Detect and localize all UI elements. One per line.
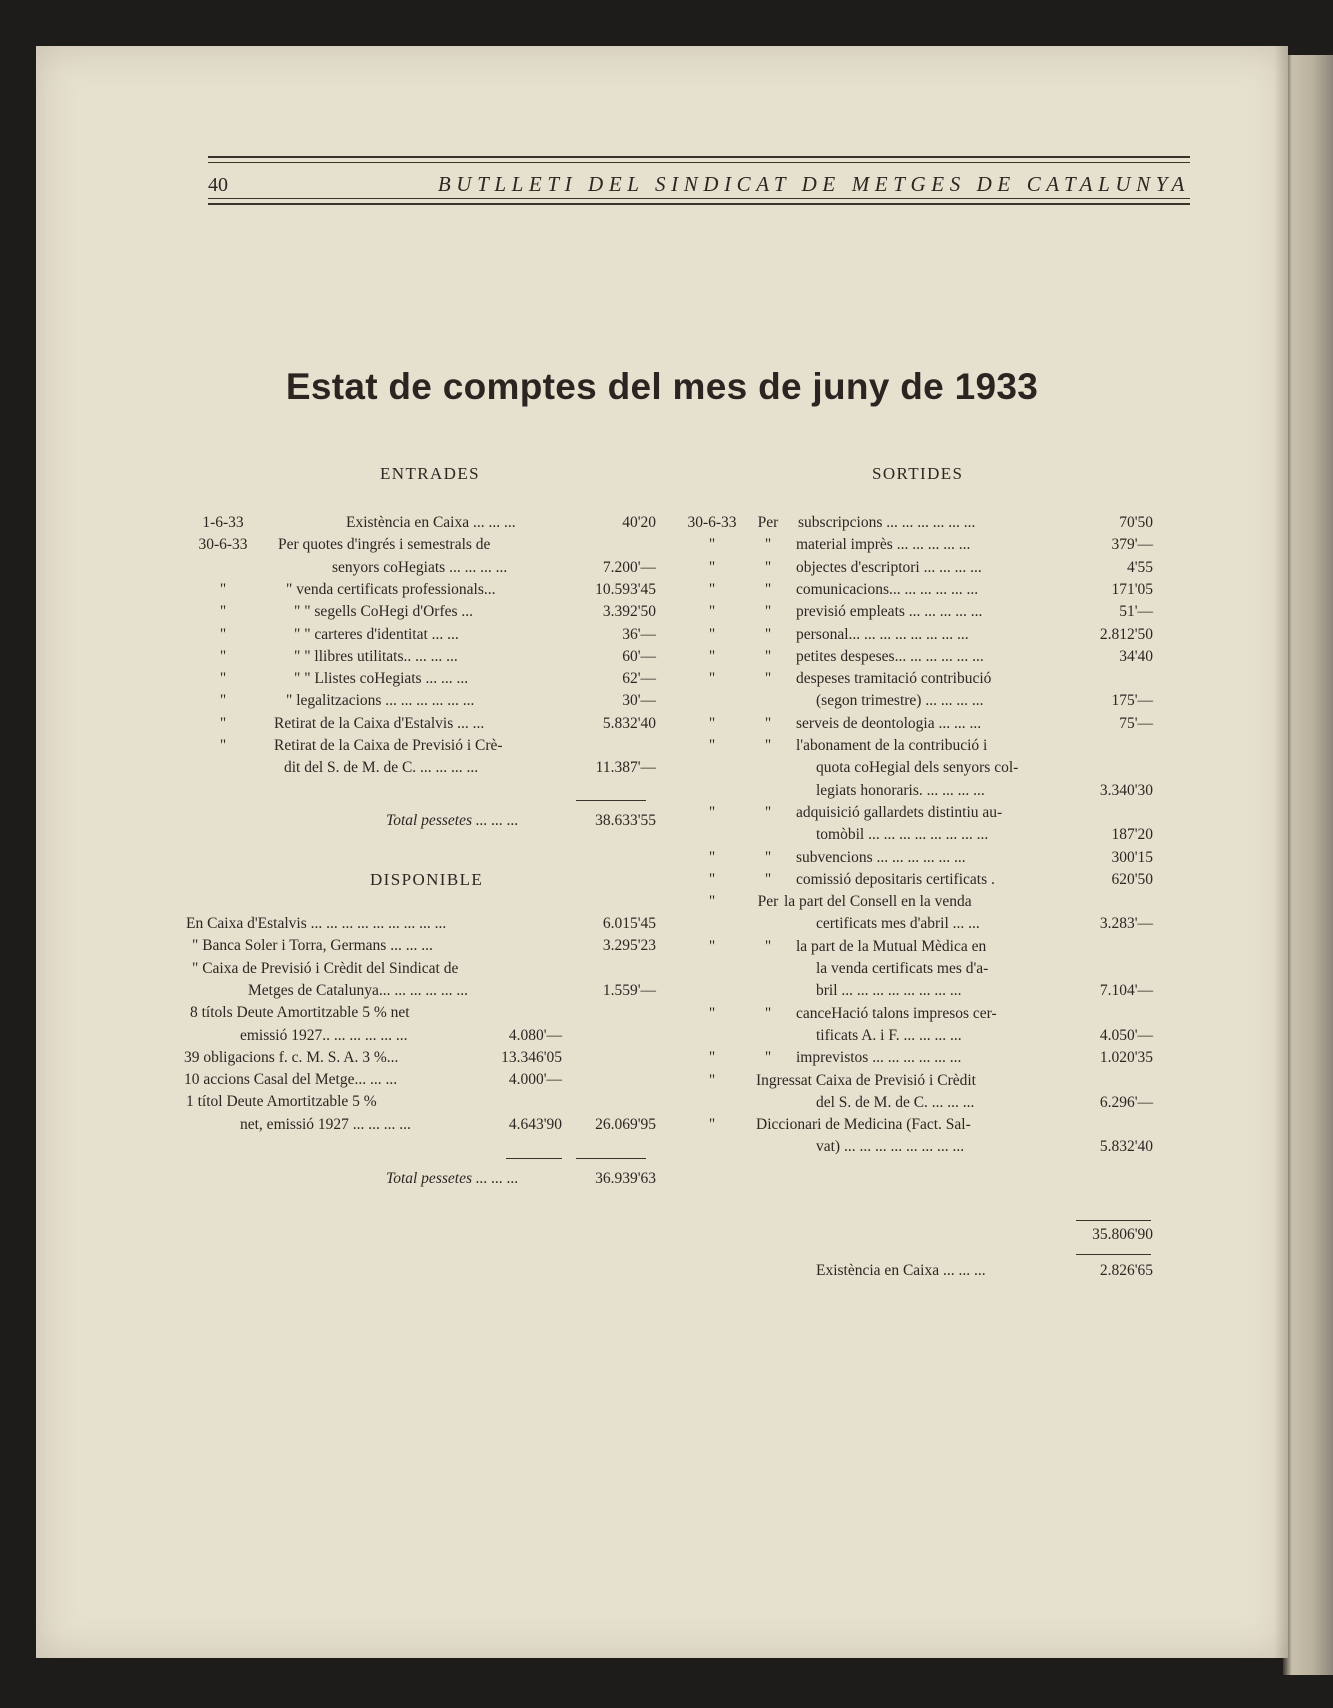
existencia-row: [36, 1260, 1153, 1282]
sortida-amount: 6.296'—: [1099, 1093, 1153, 1111]
sortida-row: [36, 646, 1236, 668]
sortida-row: [36, 913, 1236, 935]
sortida-concept: serveis de deontologia ... ... ...: [796, 714, 982, 732]
sortida-date: ": [708, 714, 716, 732]
entrada-date: 30-6-33: [198, 536, 248, 554]
disponible-total-row: [36, 1168, 656, 1190]
entrada-concept: Retirat de la Caixa d'Estalvis ... ...: [274, 714, 485, 732]
sortida-row: [36, 757, 1236, 779]
sortida-row: [36, 936, 1236, 958]
entrada-concept: " " Llistes coHegiats ... ... ...: [294, 670, 469, 688]
sortida-per: ": [764, 803, 772, 821]
page-title: Estat de comptes del mes de juny de 1933: [285, 366, 1039, 407]
sortida-concept: (segon trimestre) ... ... ... ...: [816, 692, 984, 710]
sortida-date: ": [708, 670, 716, 688]
entrada-concept: Retirat de la Caixa de Previsió i Crè-: [274, 737, 503, 754]
entrada-concept: " venda certificats professionals...: [286, 580, 496, 598]
sortida-amount: 4'55: [1126, 558, 1153, 576]
sortida-amount: 3.283'—: [1099, 915, 1153, 933]
entrada-date: ": [219, 603, 227, 621]
sortida-row: [36, 1114, 1236, 1136]
sortida-amount: 2.812'50: [1099, 625, 1153, 643]
sortida-concept: petites despeses... ... ... ... ... ...: [796, 647, 984, 665]
sortida-row: [36, 891, 1236, 913]
sortida-date: ": [708, 647, 716, 665]
disponible-amount: 3.295'23: [602, 937, 656, 955]
sortida-concept: comissió depositaris certificats .: [796, 870, 995, 888]
sortida-concept: subvencions ... ... ... ... ... ...: [796, 848, 966, 866]
sortida-date: ": [708, 1004, 716, 1022]
sortida-row: [36, 869, 1236, 891]
disponible-amount: 1.559'—: [602, 981, 656, 999]
sortida-date: ": [708, 536, 716, 554]
disponible-subamount: 4.643'90: [508, 1115, 562, 1133]
entrada-amount: 7.200'—: [602, 558, 656, 576]
sortida-date: 30-6-33: [687, 514, 737, 531]
header-rule: [208, 162, 1190, 163]
disponible-text: 10 accions Casal del Metge... ... ...: [184, 1071, 398, 1089]
document-page: [36, 46, 1288, 1658]
entrada-date: ": [219, 737, 227, 754]
sortida-concept: imprevistos ... ... ... ... ... ...: [796, 1049, 962, 1067]
sortida-concept: del S. de M. de C. ... ... ...: [816, 1093, 975, 1111]
disponible-text: 39 obligacions f. c. M. S. A. 3 %...: [184, 1048, 399, 1066]
entrada-amount: 62'—: [622, 670, 656, 688]
sortida-row: [36, 1092, 1236, 1114]
entrada-date: 1-6-33: [202, 514, 244, 531]
entrada-amount: 3.392'50: [602, 603, 656, 621]
entrada-concept: dit del S. de M. de C. ... ... ... ...: [284, 759, 479, 777]
sortida-amount: 4.050'—: [1099, 1026, 1153, 1044]
sortida-concept: quota coHegial dels senyors col-: [816, 759, 1019, 777]
sortida-row: [36, 1070, 1236, 1092]
sortida-amount: 171'05: [1111, 580, 1153, 598]
sortida-amount: 5.832'40: [1099, 1138, 1153, 1156]
sortida-row: [36, 579, 1236, 601]
sortida-per: ": [764, 1004, 772, 1022]
sortida-concept: personal... ... ... ... ... ... ... ...: [796, 625, 969, 643]
sortides-sum-rule: [1076, 1220, 1151, 1221]
sortida-date: ": [708, 737, 716, 754]
sortida-row: [36, 557, 1236, 579]
sortida-date: ": [708, 870, 716, 888]
sortida-concept: vat) ... ... ... ... ... ... ... ...: [816, 1138, 965, 1156]
sortida-amount: 187'20: [1111, 826, 1153, 844]
scan-background-strip: [1283, 55, 1333, 1675]
entrada-concept: " legalitzacions ... ... ... ... ... ...: [286, 692, 475, 710]
running-head: BUTLLETI DEL SINDICAT DE METGES DE CATALUNYA: [437, 172, 1190, 196]
sortida-row: [36, 847, 1236, 869]
disponible-subamount: 13.346'05: [501, 1048, 562, 1066]
disponible-amount: 26.069'95: [595, 1115, 656, 1133]
entrades-total: 38.633'55: [595, 812, 656, 829]
entrada-concept: Existència en Caixa ... ... ...: [346, 514, 516, 531]
sortida-concept: previsió empleats ... ... ... ... ...: [796, 603, 983, 621]
sortida-per: ": [764, 870, 772, 888]
sortida-per: ": [764, 603, 772, 621]
sortida-amount: 1.020'35: [1099, 1049, 1153, 1067]
disponible-total-label: Total pessetes ... ... ...: [386, 1170, 519, 1187]
entrada-concept: " " carteres d'identitat ... ...: [294, 625, 459, 643]
sortida-concept: legiats honoraris. ... ... ... ...: [816, 781, 985, 799]
entrada-amount: 10.593'45: [595, 580, 656, 598]
sortida-concept: Ingressat Caixa de Previsió i Crèdit: [756, 1071, 976, 1089]
sortida-concept: la part del Consell en la venda: [784, 893, 972, 911]
sortida-amount: 620'50: [1111, 870, 1153, 888]
sortida-per: ": [764, 647, 772, 665]
sortides-heading: SORTIDES: [872, 464, 964, 483]
sortida-per: ": [764, 670, 772, 688]
sortida-row: [36, 824, 1236, 846]
sortida-concept: objectes d'escriptori ... ... ... ...: [796, 558, 982, 576]
disponible-text: " Banca Soler i Torra, Germans ... ... ...: [192, 937, 433, 955]
sortida-amount: 3.340'30: [1099, 781, 1153, 799]
entrada-amount: 5.832'40: [602, 714, 656, 732]
sortida-row: [36, 601, 1236, 623]
sortida-concept: tomòbil ... ... ... ... ... ... ... ...: [816, 826, 989, 844]
sortida-date: ": [708, 893, 716, 911]
sortida-amount: 379'—: [1111, 536, 1153, 554]
sortida-row: [36, 1136, 1236, 1158]
sortida-row: [36, 980, 1236, 1002]
disponible-subamount: 4.000'—: [508, 1071, 562, 1089]
entrada-concept: senyors coHegiats ... ... ... ...: [332, 558, 508, 576]
entrada-amount: 11.387'—: [595, 759, 656, 777]
sortida-row: [36, 958, 1236, 980]
sortida-amount: 70'50: [1119, 514, 1153, 531]
sortida-concept: material imprès ... ... ... ... ...: [796, 536, 971, 554]
sortida-concept: bril ... ... ... ... ... ... ... ...: [816, 982, 962, 1000]
sortida-per: ": [764, 848, 772, 866]
sortida-date: ": [708, 1116, 716, 1134]
entrades-total-label: Total pessetes ... ... ...: [386, 812, 519, 829]
sortida-concept: comunicacions... ... ... ... ... ...: [796, 580, 979, 598]
sortida-amount: 51'—: [1119, 603, 1153, 621]
disponible-text: 8 títols Deute Amortitzable 5 % net: [190, 1004, 410, 1022]
entrada-date: ": [219, 692, 227, 710]
sortida-concept: certificats mes d'abril ... ...: [816, 915, 980, 933]
disponible-text: net, emissió 1927 ... ... ... ...: [240, 1115, 411, 1133]
sortida-concept: adquisició gallardets distintiu au-: [796, 803, 1003, 821]
disponible-amount: 6.015'45: [602, 915, 656, 932]
sortida-row: [36, 1025, 1236, 1047]
sortida-date: ": [708, 558, 716, 576]
sortida-amount: 300'15: [1111, 848, 1153, 866]
sortida-concept: la venda certificats mes d'a-: [816, 960, 989, 977]
sortida-date: ": [708, 603, 716, 621]
sortida-row: [36, 690, 1236, 712]
sortides-total: 35.806'90: [1092, 1226, 1153, 1243]
disponible-text: emissió 1927.. ... ... ... ... ...: [240, 1026, 408, 1044]
sortida-row: [36, 1047, 1236, 1069]
sortida-date: ": [708, 848, 716, 866]
sortida-concept: Diccionari de Medicina (Fact. Sal-: [756, 1116, 971, 1134]
sortida-row: [36, 713, 1236, 735]
sortida-amount: 75'—: [1119, 714, 1153, 732]
sortida-amount: 34'40: [1119, 647, 1153, 665]
sortida-amount: 175'—: [1111, 692, 1153, 710]
sortida-row: [36, 512, 1236, 534]
sortida-date: ": [708, 1071, 716, 1089]
sortida-row: [36, 735, 1236, 757]
sortida-row: [36, 668, 1236, 690]
sortida-row: [36, 802, 1236, 824]
sortida-date: ": [708, 580, 716, 598]
header-rule: [208, 203, 1190, 205]
page-edge-shadow: [1274, 46, 1288, 1658]
sortida-row: [36, 780, 1236, 802]
sortida-concept: subscripcions ... ... ... ... ... ...: [798, 514, 976, 531]
sortida-per: ": [764, 580, 772, 598]
entrada-date: ": [219, 580, 227, 598]
sortida-date: ": [708, 937, 716, 955]
entrada-amount: 40'20: [622, 514, 656, 531]
sortida-concept: tificats A. i F. ... ... ... ...: [816, 1026, 962, 1044]
sortida-per: ": [764, 1049, 772, 1067]
disponible-text: En Caixa d'Estalvis ... ... ... ... ... ... ... ... ...: [186, 915, 447, 932]
existencia-label: Existència en Caixa ... ... ...: [816, 1262, 986, 1279]
sortida-per: ": [764, 536, 772, 554]
entrada-date: ": [219, 670, 227, 688]
entrada-date: ": [219, 625, 227, 643]
sortides-total-rule: [1076, 1254, 1151, 1255]
sortida-per: Per: [757, 514, 779, 531]
sortida-concept: despeses tramitació contribució: [796, 670, 992, 688]
sortida-row: [36, 534, 1236, 556]
sortida-concept: l'abonament de la contribució i: [796, 737, 988, 754]
entrades-heading: ENTRADES: [380, 464, 480, 483]
page-number: 40: [208, 174, 228, 196]
sortida-date: ": [708, 1049, 716, 1067]
sortida-concept: la part de la Mutual Mèdica en: [796, 937, 987, 955]
sortides-total-row: [36, 1224, 1153, 1246]
sortida-date: ": [708, 625, 716, 643]
header-rule: [208, 156, 1190, 158]
sortida-per: ": [764, 714, 772, 732]
entrada-amount: 60'—: [622, 647, 656, 665]
entrada-concept: Per quotes d'ingrés i semestrals de: [278, 536, 491, 554]
sortida-concept: canceHació talons impresos cer-: [796, 1004, 997, 1022]
disponible-text: " Caixa de Previsió i Crèdit del Sindicat de: [192, 959, 459, 977]
sortida-per: ": [764, 737, 772, 754]
sortida-date: ": [708, 803, 716, 821]
sortida-amount: 7.104'—: [1099, 982, 1153, 1000]
entrada-amount: 36'—: [622, 625, 656, 643]
sortida-per: Per: [757, 893, 779, 911]
disponible-subamount: 4.080'—: [508, 1026, 562, 1044]
sortida-row: [36, 1003, 1236, 1025]
header-rule: [208, 198, 1190, 199]
entrada-date: ": [219, 714, 227, 732]
sortida-row: [36, 624, 1236, 646]
existencia-amount: 2.826'65: [1099, 1262, 1153, 1279]
entrada-concept: " " segells CoHegi d'Orfes ...: [294, 603, 474, 621]
sortida-per: ": [764, 625, 772, 643]
sortida-per: ": [764, 937, 772, 955]
disponible-total: 36.939'63: [595, 1170, 656, 1187]
entrada-date: ": [219, 647, 227, 665]
disponible-text: Metges de Catalunya... ... ... ... ... ...: [248, 981, 468, 999]
entrada-concept: " " llibres utilitats.. ... ... ...: [294, 647, 458, 665]
disponible-heading: DISPONIBLE: [370, 870, 484, 889]
sortida-per: ": [764, 558, 772, 576]
disponible-text: 1 títol Deute Amortitzable 5 %: [186, 1093, 377, 1111]
entrada-amount: 30'—: [622, 692, 656, 710]
